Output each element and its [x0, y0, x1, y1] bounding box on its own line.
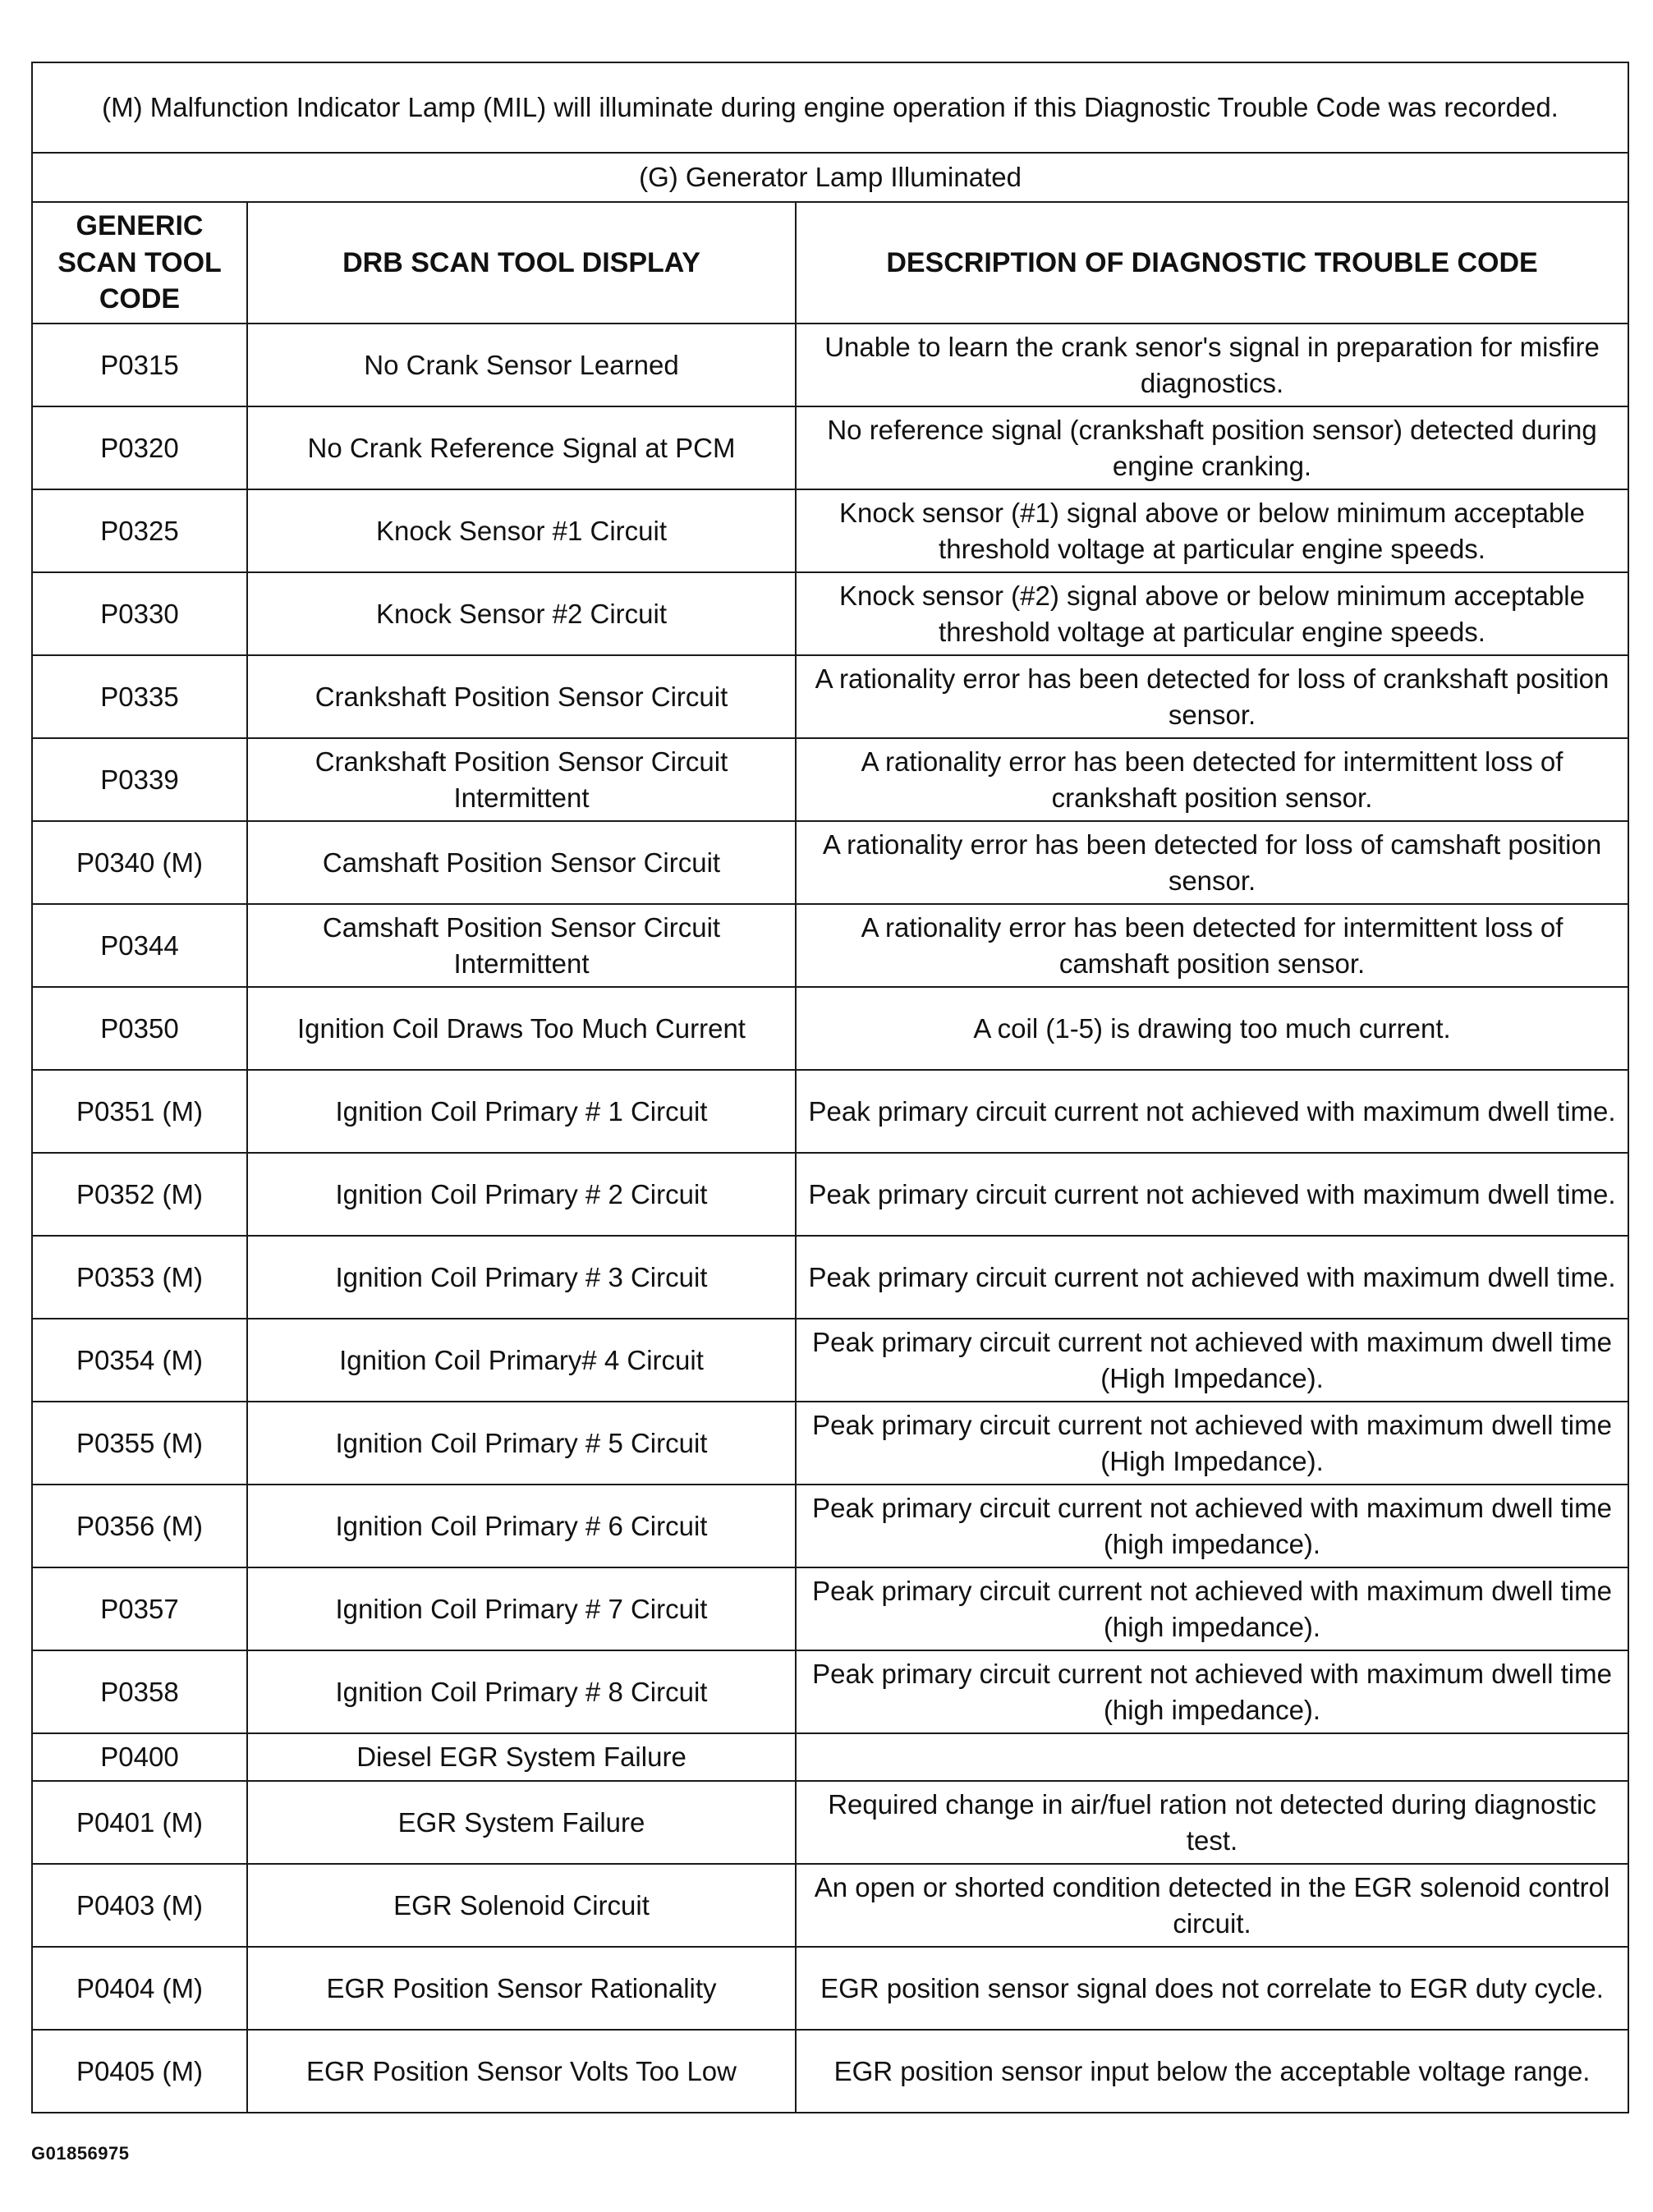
display-cell: Camshaft Position Sensor Circuit Intermittent [247, 904, 796, 987]
table-row [32, 1485, 1628, 1567]
display-cell: Diesel EGR System Failure [247, 1733, 796, 1781]
generator-note-row [32, 153, 1628, 202]
description-cell: Required change in air/fuel ration not detected during diagnostic test. [796, 1781, 1628, 1864]
display-cell: Ignition Coil Primary # 6 Circuit [247, 1485, 796, 1567]
display-cell: Knock Sensor #1 Circuit [247, 489, 796, 572]
code-cell: P0340 (M) [32, 821, 247, 904]
code-cell: P0400 [32, 1733, 247, 1781]
code-cell: P0358 [32, 1650, 247, 1733]
table-row [32, 738, 1628, 821]
code-cell: P0401 (M) [32, 1781, 247, 1864]
code-cell: P0339 [32, 738, 247, 821]
code-cell: P0315 [32, 324, 247, 406]
display-cell: EGR Position Sensor Volts Too Low [247, 2030, 796, 2113]
description-cell: Peak primary circuit current not achieved with maximum dwell time (High Impedance). [796, 1402, 1628, 1485]
display-cell: Ignition Coil Primary # 5 Circuit [247, 1402, 796, 1485]
display-cell: Ignition Coil Primary # 2 Circuit [247, 1153, 796, 1236]
code-cell: P0351 (M) [32, 1070, 247, 1153]
table-row [32, 1402, 1628, 1485]
figure-id: G01856975 [31, 2143, 130, 2164]
display-cell: Knock Sensor #2 Circuit [247, 572, 796, 655]
code-cell: P0352 (M) [32, 1153, 247, 1236]
code-cell: P0355 (M) [32, 1402, 247, 1485]
description-cell: A coil (1-5) is drawing too much current. [796, 987, 1628, 1070]
description-cell: An open or shorted condition detected in the EGR solenoid control circuit. [796, 1864, 1628, 1947]
description-cell: Peak primary circuit current not achieved with maximum dwell time. [796, 1070, 1628, 1153]
display-cell: EGR Solenoid Circuit [247, 1864, 796, 1947]
header-description: DESCRIPTION OF DIAGNOSTIC TROUBLE CODE [796, 202, 1628, 324]
table-row [32, 1733, 1628, 1781]
dtc-table [31, 62, 1629, 2113]
display-cell: No Crank Sensor Learned [247, 324, 796, 406]
code-cell: P0320 [32, 406, 247, 489]
table-row [32, 2030, 1628, 2113]
description-cell: Peak primary circuit current not achieved with maximum dwell time (high impedance). [796, 1485, 1628, 1567]
header-generic-code: GENERIC SCAN TOOL CODE [32, 202, 247, 324]
description-cell: Peak primary circuit current not achieved with maximum dwell time. [796, 1153, 1628, 1236]
table-row [32, 1319, 1628, 1402]
table-row [32, 655, 1628, 738]
description-cell: A rationality error has been detected for intermittent loss of crankshaft position sensor. [796, 738, 1628, 821]
generator-note: (G) Generator Lamp Illuminated [32, 153, 1628, 202]
display-cell: Crankshaft Position Sensor Circuit [247, 655, 796, 738]
code-cell: P0353 (M) [32, 1236, 247, 1319]
code-cell: P0354 (M) [32, 1319, 247, 1402]
header-drb-display: DRB SCAN TOOL DISPLAY [247, 202, 796, 324]
table-row [32, 987, 1628, 1070]
description-cell: Peak primary circuit current not achieved with maximum dwell time (High Impedance). [796, 1319, 1628, 1402]
description-cell: Unable to learn the crank senor's signal in preparation for misfire diagnostics. [796, 324, 1628, 406]
display-cell: No Crank Reference Signal at PCM [247, 406, 796, 489]
table-row [32, 904, 1628, 987]
table-row [32, 1070, 1628, 1153]
description-cell: EGR position sensor input below the acceptable voltage range. [796, 2030, 1628, 2113]
display-cell: EGR System Failure [247, 1781, 796, 1864]
code-cell: P0335 [32, 655, 247, 738]
display-cell: Crankshaft Position Sensor Circuit Intermittent [247, 738, 796, 821]
code-cell: P0403 (M) [32, 1864, 247, 1947]
description-cell: A rationality error has been detected for loss of camshaft position sensor. [796, 821, 1628, 904]
display-cell: Ignition Coil Primary # 1 Circuit [247, 1070, 796, 1153]
description-cell: A rationality error has been detected for intermittent loss of camshaft position sensor. [796, 904, 1628, 987]
display-cell: Ignition Coil Primary # 3 Circuit [247, 1236, 796, 1319]
table-row [32, 1781, 1628, 1864]
display-cell: Ignition Coil Primary # 7 Circuit [247, 1567, 796, 1650]
description-cell: Peak primary circuit current not achieved with maximum dwell time. [796, 1236, 1628, 1319]
description-cell: EGR position sensor signal does not correlate to EGR duty cycle. [796, 1947, 1628, 2030]
table-row [32, 1947, 1628, 2030]
table-row [32, 489, 1628, 572]
table-row [32, 572, 1628, 655]
table-row [32, 821, 1628, 904]
description-cell: Knock sensor (#2) signal above or below minimum acceptable threshold voltage at particular engine speeds. [796, 572, 1628, 655]
code-cell: P0405 (M) [32, 2030, 247, 2113]
code-cell: P0325 [32, 489, 247, 572]
mil-note-row [32, 62, 1628, 153]
code-cell: P0330 [32, 572, 247, 655]
table-row [32, 1864, 1628, 1947]
display-cell: Camshaft Position Sensor Circuit [247, 821, 796, 904]
display-cell: Ignition Coil Draws Too Much Current [247, 987, 796, 1070]
table-row [32, 1236, 1628, 1319]
display-cell: Ignition Coil Primary# 4 Circuit [247, 1319, 796, 1402]
display-cell: EGR Position Sensor Rationality [247, 1947, 796, 2030]
description-cell: Knock sensor (#1) signal above or below minimum acceptable threshold voltage at particular engine speeds. [796, 489, 1628, 572]
code-cell: P0344 [32, 904, 247, 987]
table-row [32, 1153, 1628, 1236]
display-cell: Ignition Coil Primary # 8 Circuit [247, 1650, 796, 1733]
table-row [32, 1567, 1628, 1650]
description-cell: A rationality error has been detected for loss of crankshaft position sensor. [796, 655, 1628, 738]
description-cell: No reference signal (crankshaft position sensor) detected during engine cranking. [796, 406, 1628, 489]
description-cell [796, 1733, 1628, 1781]
description-cell: Peak primary circuit current not achieved with maximum dwell time (high impedance). [796, 1567, 1628, 1650]
code-cell: P0404 (M) [32, 1947, 247, 2030]
description-cell: Peak primary circuit current not achieved with maximum dwell time (high impedance). [796, 1650, 1628, 1733]
mil-note: (M) Malfunction Indicator Lamp (MIL) will illuminate during engine operation if this Diagnostic Trouble Code was recorded. [32, 62, 1628, 153]
table-row [32, 324, 1628, 406]
table-row [32, 1650, 1628, 1733]
code-cell: P0356 (M) [32, 1485, 247, 1567]
header-row [32, 202, 1628, 324]
code-cell: P0357 [32, 1567, 247, 1650]
code-cell: P0350 [32, 987, 247, 1070]
table-row [32, 406, 1628, 489]
